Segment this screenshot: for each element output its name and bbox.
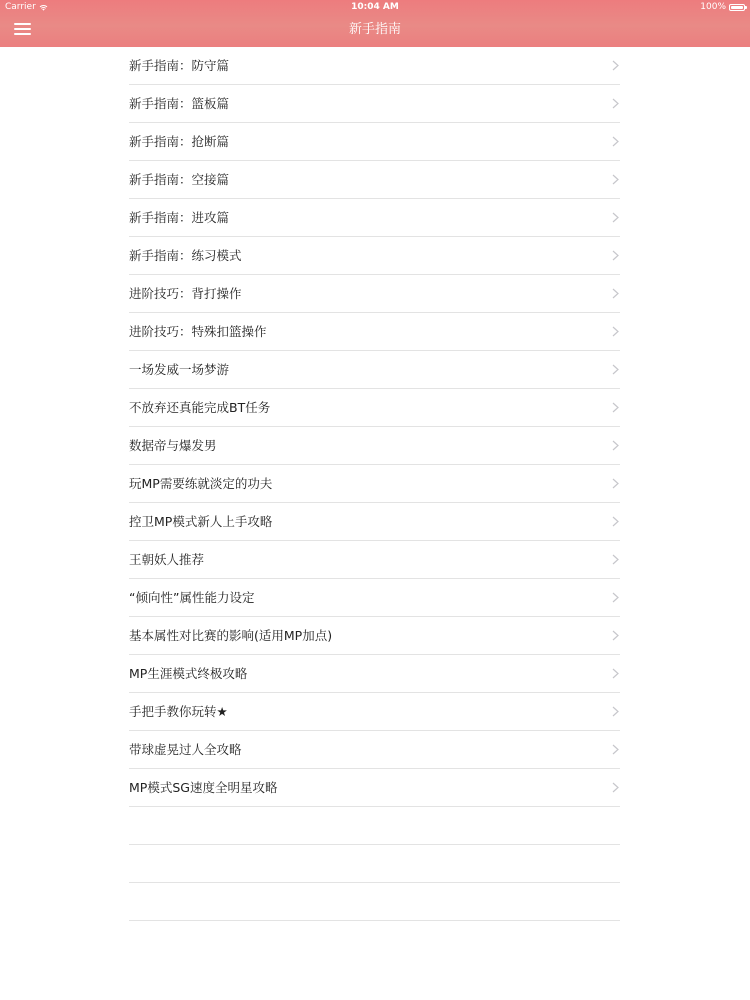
list-item[interactable]: [129, 427, 620, 465]
list-item[interactable]: [129, 541, 620, 579]
list-item[interactable]: [129, 123, 620, 161]
chevron-right-icon: [612, 706, 619, 717]
chevron-right-icon: [612, 288, 619, 299]
chevron-right-icon: [612, 592, 619, 603]
battery-icon: [729, 4, 745, 11]
chevron-right-icon: [612, 440, 619, 451]
list-item-label: 王朝妖人推荐: [129, 552, 205, 567]
chevron-right-icon: [612, 516, 619, 527]
list-item[interactable]: [129, 199, 620, 237]
empty-row: [129, 807, 620, 845]
list-item-label: 手把手教你玩转★: [129, 704, 228, 719]
list-item[interactable]: [129, 579, 620, 617]
battery-percent: 100%: [700, 2, 726, 12]
status-right: [700, 0, 745, 14]
chevron-right-icon: [612, 744, 619, 755]
list-item[interactable]: [129, 313, 620, 351]
list-item-label: 一场发威一场梦游: [129, 362, 230, 377]
chevron-right-icon: [612, 174, 619, 185]
chevron-right-icon: [612, 782, 619, 793]
guide-list: [129, 47, 620, 921]
list-item-label: “倾向性”属性能力设定: [129, 590, 255, 605]
list-item[interactable]: [129, 237, 620, 275]
chevron-right-icon: [612, 668, 619, 679]
list-item[interactable]: [129, 731, 620, 769]
list-item-label: 不放弃还真能完成BT任务: [129, 400, 271, 415]
list-item-label: 玩MP需要练就淡定的功夫: [129, 476, 273, 491]
list-item[interactable]: [129, 465, 620, 503]
chevron-right-icon: [612, 60, 619, 71]
chevron-right-icon: [612, 212, 619, 223]
list-item-label: 进阶技巧：背打操作: [129, 286, 242, 301]
list-item-label: 新手指南：空接篇: [129, 172, 230, 187]
list-item-label: 进阶技巧：特殊扣篮操作: [129, 324, 267, 339]
list-item-label: 新手指南：篮板篇: [129, 96, 230, 111]
page-title: 新手指南: [348, 22, 401, 37]
list-item[interactable]: [129, 161, 620, 199]
list-item-label: 新手指南：防守篇: [129, 58, 230, 73]
list-item-label: 新手指南：抢断篇: [129, 134, 230, 149]
chevron-right-icon: [612, 98, 619, 109]
list-item-label: MP模式SG速度全明星攻略: [129, 780, 278, 795]
list-item[interactable]: [129, 693, 620, 731]
chevron-right-icon: [612, 250, 619, 261]
list-item[interactable]: [129, 275, 620, 313]
list-item[interactable]: [129, 503, 620, 541]
list-item-label: 新手指南：练习模式: [129, 248, 242, 263]
list-item[interactable]: [129, 617, 620, 655]
list-item[interactable]: [129, 85, 620, 123]
list-item-label: 数据帝与爆发男: [129, 438, 217, 453]
chevron-right-icon: [612, 554, 619, 565]
chevron-right-icon: [612, 136, 619, 147]
list-item[interactable]: [129, 769, 620, 807]
chevron-right-icon: [612, 402, 619, 413]
list-item-label: 基本属性对比赛的影响(适用MP加点): [129, 628, 333, 643]
list-item[interactable]: [129, 47, 620, 85]
list-item-label: 新手指南：进攻篇: [129, 210, 230, 225]
list-item[interactable]: [129, 389, 620, 427]
list-item-label: 控卫MP模式新人上手攻略: [129, 514, 273, 529]
chevron-right-icon: [612, 326, 619, 337]
list-item-label: 带球虚晃过人全攻略: [129, 742, 242, 757]
carrier-label: Carrier: [5, 2, 36, 12]
chevron-right-icon: [612, 478, 619, 489]
status-time: 10:04 AM: [351, 2, 399, 12]
list-item[interactable]: [129, 655, 620, 693]
chevron-right-icon: [612, 630, 619, 641]
chevron-right-icon: [612, 364, 619, 375]
empty-row: [129, 845, 620, 883]
status-bar: [0, 0, 750, 14]
empty-row: [129, 883, 620, 921]
navigation-bar: [0, 0, 750, 47]
list-item[interactable]: [129, 351, 620, 389]
list-item-label: MP生涯模式终极攻略: [129, 666, 248, 681]
